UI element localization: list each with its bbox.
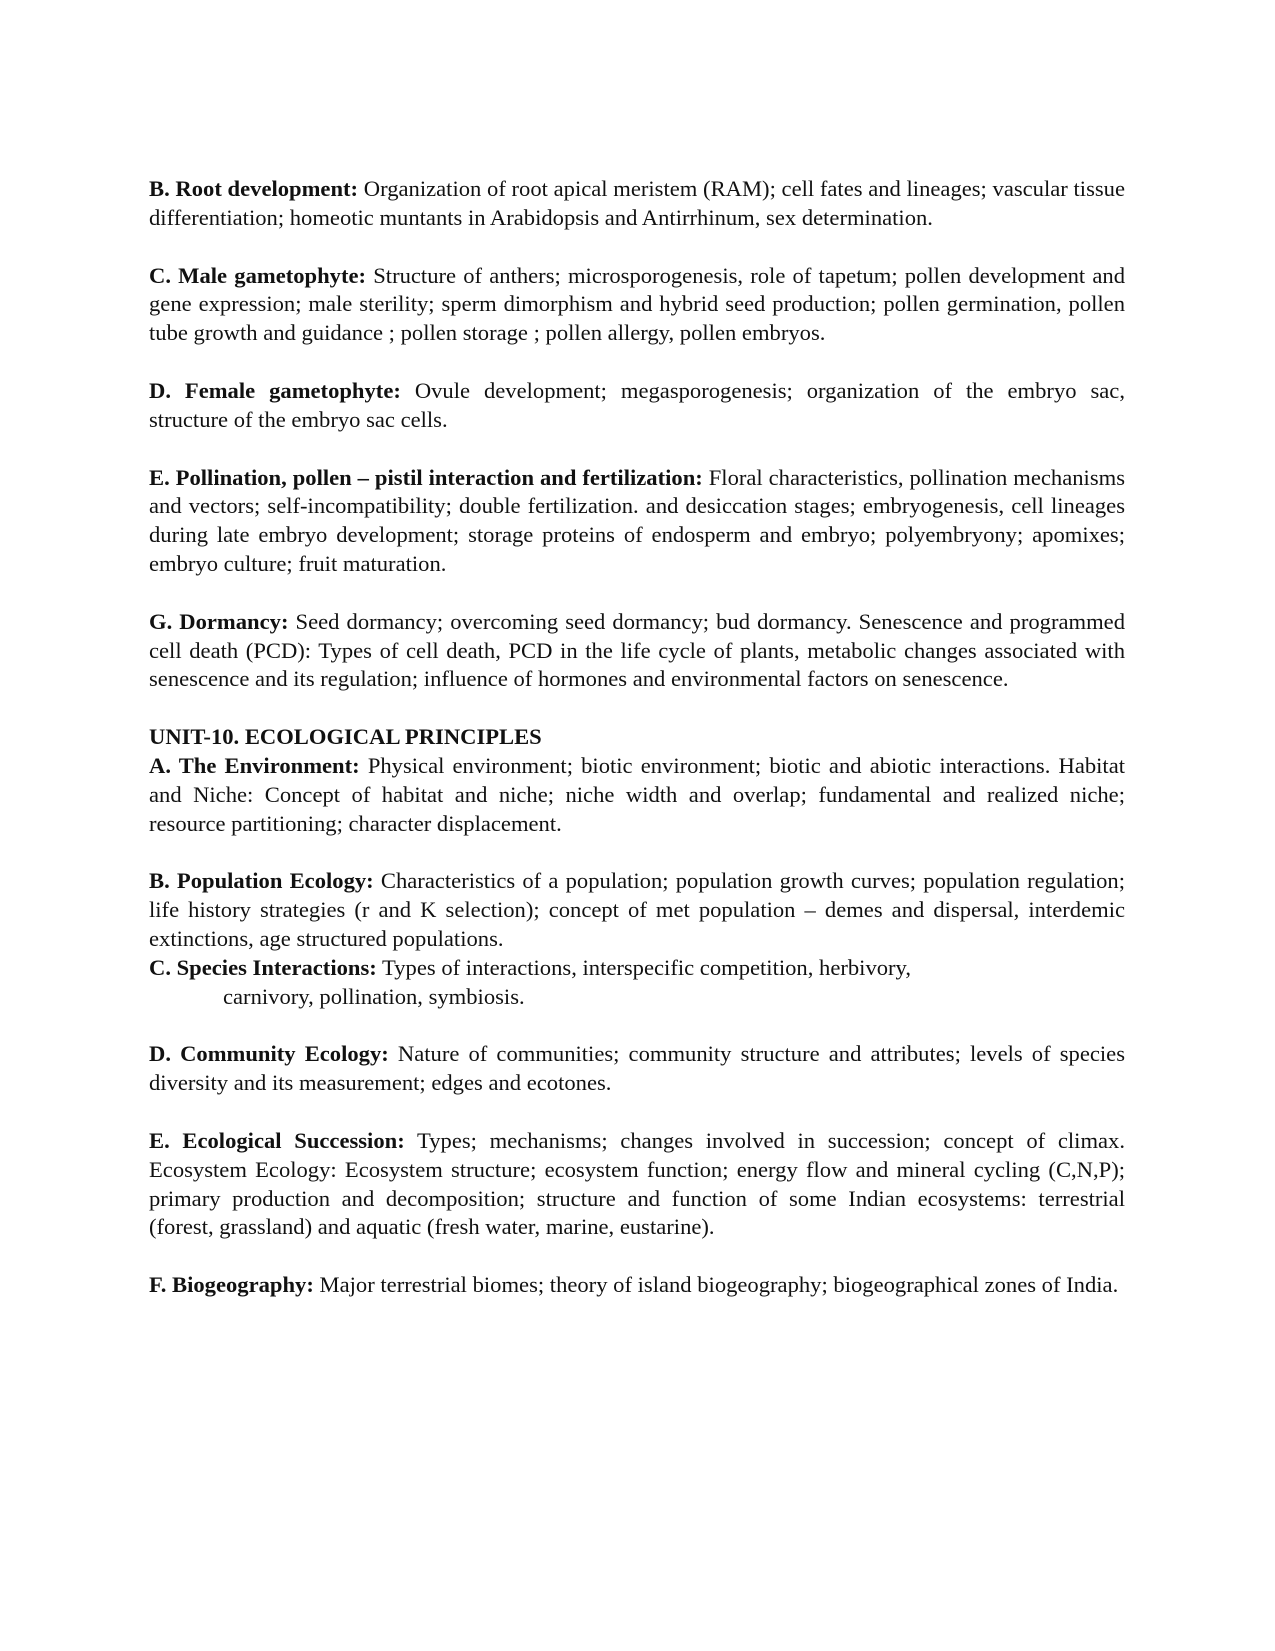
section-text: Types of interactions, interspecific competition, herbivory, bbox=[376, 954, 912, 980]
section-label: C. Species Interactions: bbox=[149, 954, 377, 980]
section-label: E. Pollination, pollen – pistil interaction and fertilization: bbox=[149, 464, 703, 490]
section-text: Organization of root apical meristem (RAM); cell fates and lineages; vascular tissue differentiation; homeotic muntants in Arabidopsis and Antirrhinum, sex determination. bbox=[149, 176, 1125, 230]
section-label: D. Female gametophyte: bbox=[149, 377, 401, 403]
section-label: D. Community Ecology: bbox=[149, 1041, 389, 1067]
section-text: Nature of communities; community structure and attributes; levels of species diversity and its measurement; edges and ecotones. bbox=[149, 1041, 1125, 1096]
section-label: E. Ecological Succession: bbox=[149, 1127, 405, 1153]
section-root-development bbox=[149, 175, 1125, 233]
section-species-interactions bbox=[149, 954, 1125, 1012]
section-label: C. Male gametophyte: bbox=[149, 262, 367, 288]
section-ecological-succession bbox=[149, 1127, 1125, 1242]
section-text: Structure of anthers; microsporogenesis, role of tapetum; pollen development and gene expression; male sterility; sperm dimorphism and hybrid seed production; pollen germination, pollen tube growth and guidance ; pollen storage ; pollen allergy, pollen embryos. bbox=[149, 262, 1125, 346]
section-dormancy bbox=[149, 608, 1125, 694]
section-text: Seed dormancy; overcoming seed dormancy; bud dormancy. Senescence and programmed cell death (PCD): Types of cell death, PCD in the life cycle of plants, metabolic changes associated with senescence and its regulation; influence of hormones and environmental factors on senescence. bbox=[149, 608, 1125, 692]
document-page bbox=[149, 175, 1125, 1329]
section-text: Floral characteristics, pollination mechanisms and vectors; self-incompatibility; double fertilization. and desiccation stages; embryogenesis, cell lineages during late embryo development; storage proteins of endosperm and embryo; polyembryony; apomixes; embryo culture; fruit maturation. bbox=[149, 464, 1125, 576]
section-text: Physical environment; biotic environment; biotic and abiotic interactions. Habitat and Niche: Concept of habitat and niche; niche width and overlap; fundamental and realized niche; resource partitioning; character displacement. bbox=[149, 752, 1126, 836]
section-text: Major terrestrial biomes; theory of island biogeography; biogeographical zones of India. bbox=[313, 1272, 1119, 1298]
section-label: A. The Environment: bbox=[149, 752, 360, 778]
section-population-ecology bbox=[149, 867, 1125, 953]
section-text: Types; mechanisms; changes involved in succession; concept of climax. Ecosystem Ecology: Ecosystem structure; ecosystem function; energy flow and mineral cycling (C,N,P); primary production and decomposition; structure and function of some Indian ecosystems: terrestrial (forest, grassland) and aquatic (fresh water, marine, eustarine). bbox=[149, 1127, 1125, 1240]
section-text: Characteristics of a population; population growth curves; population regulation; life history strategies (r and K selection); concept of met population – demes and dispersal, interdemic extinctions, age structured populations. bbox=[149, 868, 1126, 951]
section-environment bbox=[149, 752, 1125, 838]
section-continuation: carnivory, pollination, symbiosis. bbox=[223, 983, 525, 1009]
section-label: F. Biogeography: bbox=[149, 1272, 314, 1298]
section-label: G. Dormancy: bbox=[149, 608, 289, 634]
section-pollination bbox=[149, 464, 1125, 579]
section-label: B. Root development: bbox=[149, 176, 359, 201]
section-female-gametophyte bbox=[149, 377, 1125, 435]
section-male-gametophyte bbox=[149, 262, 1125, 348]
section-text: Ovule development; megasporogenesis; organization of the embryo sac, structure of the embryo sac cells. bbox=[149, 377, 1125, 432]
section-biogeography bbox=[149, 1271, 1125, 1300]
unit-heading: UNIT-10. ECOLOGICAL PRINCIPLES bbox=[149, 724, 542, 750]
section-label: B. Population Ecology: bbox=[149, 868, 374, 894]
section-community-ecology bbox=[149, 1040, 1125, 1098]
